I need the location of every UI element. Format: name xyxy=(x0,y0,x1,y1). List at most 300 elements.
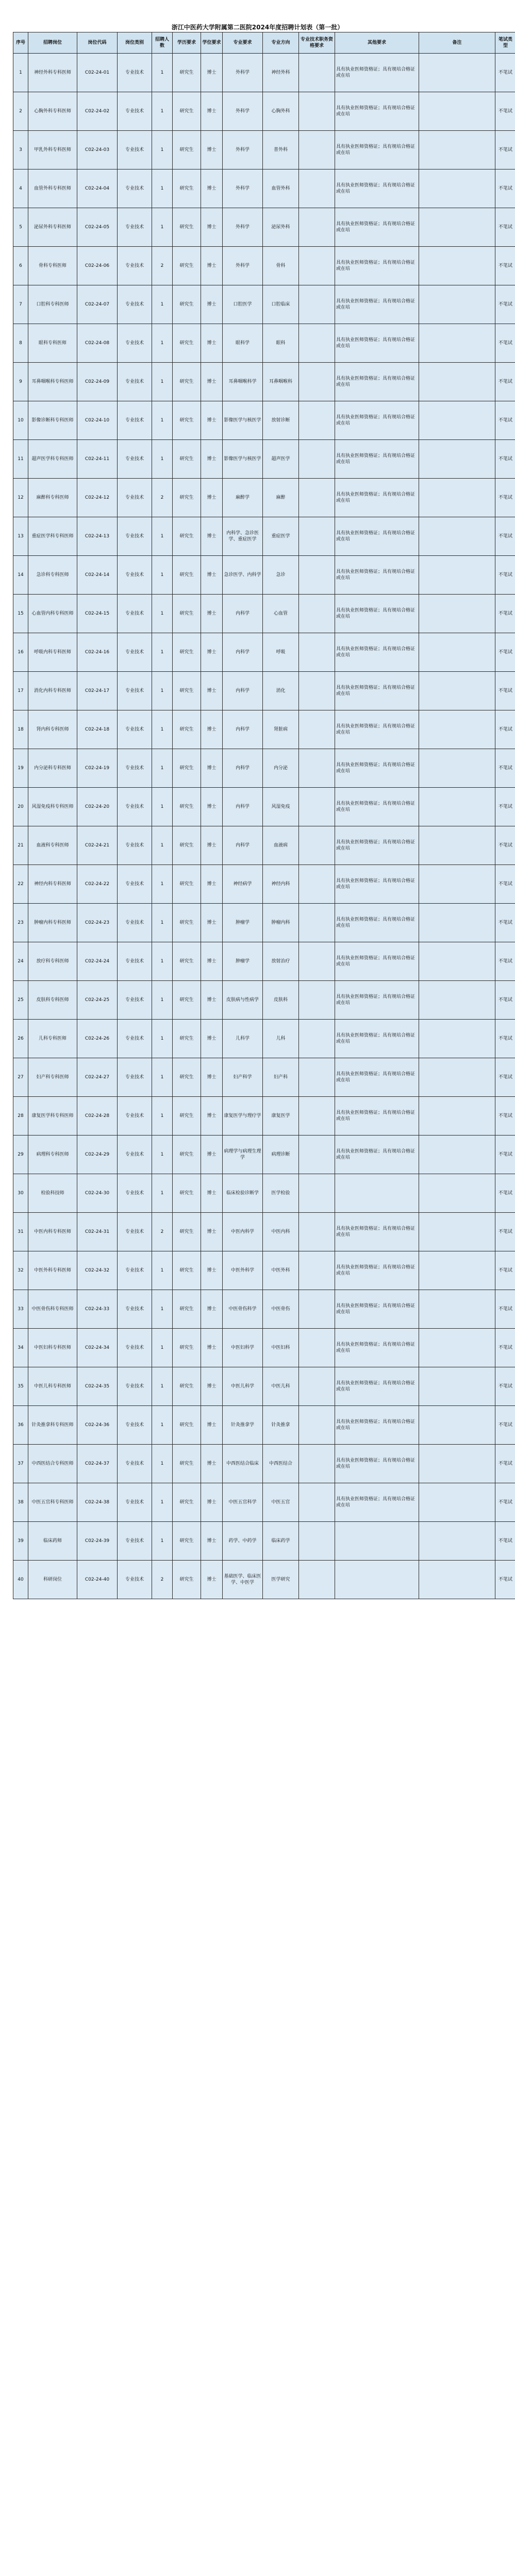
table-cell: 妇产科专科医师 xyxy=(28,1058,77,1097)
table-cell: 2 xyxy=(152,1213,173,1251)
table-cell: 不笔试 xyxy=(495,92,515,131)
table-cell: 1 xyxy=(152,1406,173,1445)
table-row xyxy=(13,595,515,633)
table-cell xyxy=(419,904,495,942)
table-cell: 博士 xyxy=(201,672,223,710)
table-cell: 博士 xyxy=(201,1058,223,1097)
table-cell: 专业技术 xyxy=(118,1483,152,1522)
table-row xyxy=(13,633,515,672)
table-cell xyxy=(419,170,495,208)
table-cell xyxy=(419,1058,495,1097)
table-cell: 不笔试 xyxy=(495,595,515,633)
table-row xyxy=(13,324,515,363)
table-cell: 专业技术 xyxy=(118,285,152,324)
table-cell: 重症医学 xyxy=(263,517,299,556)
table-cell: 专业技术 xyxy=(118,1329,152,1367)
column-header: 序号 xyxy=(13,32,28,54)
table-cell xyxy=(299,1174,335,1213)
table-cell: 具有执业医师资格证；具有规培合格证或在培 xyxy=(335,208,419,247)
table-cell: C02-24-15 xyxy=(77,595,118,633)
table-cell: C02-24-07 xyxy=(77,285,118,324)
table-cell: 29 xyxy=(13,1136,28,1174)
table-cell: 耳鼻咽喉科专科医师 xyxy=(28,363,77,401)
table-cell: 中西医结合专科医师 xyxy=(28,1445,77,1483)
table-row xyxy=(13,1445,515,1483)
table-cell: C02-24-23 xyxy=(77,904,118,942)
table-cell: 皮肤科 xyxy=(263,981,299,1020)
table-cell: 不笔试 xyxy=(495,1367,515,1406)
table-cell: 1 xyxy=(152,401,173,440)
recruitment-table xyxy=(13,32,515,1599)
table-cell xyxy=(419,633,495,672)
table-cell: 1 xyxy=(152,904,173,942)
table-cell xyxy=(299,208,335,247)
table-cell: C02-24-05 xyxy=(77,208,118,247)
table-cell: 1 xyxy=(152,595,173,633)
table-cell: 呼吸内科专科医师 xyxy=(28,633,77,672)
table-cell: 血液科专科医师 xyxy=(28,826,77,865)
table-cell: 6 xyxy=(13,247,28,285)
table-cell: 中医骨伤科学 xyxy=(223,1290,263,1329)
table-cell: 研究生 xyxy=(173,904,201,942)
table-cell: C02-24-22 xyxy=(77,865,118,904)
table-cell: 内科学 xyxy=(223,788,263,826)
table-cell: 1 xyxy=(152,324,173,363)
table-cell: 针灸推拿学 xyxy=(223,1406,263,1445)
table-cell: 博士 xyxy=(201,865,223,904)
table-cell: 不笔试 xyxy=(495,1445,515,1483)
table-cell: 不笔试 xyxy=(495,672,515,710)
table-cell xyxy=(419,1329,495,1367)
table-cell: 专业技术 xyxy=(118,208,152,247)
table-cell: 不笔试 xyxy=(495,1522,515,1561)
table-cell: 专业技术 xyxy=(118,440,152,479)
table-cell xyxy=(299,633,335,672)
table-cell: 不笔试 xyxy=(495,865,515,904)
table-cell: 妇产科学 xyxy=(223,1058,263,1097)
table-cell: 口腔科专科医师 xyxy=(28,285,77,324)
table-cell: 1 xyxy=(152,788,173,826)
table-cell: 眼科专科医师 xyxy=(28,324,77,363)
table-cell: 博士 xyxy=(201,54,223,92)
table-cell: 心血管 xyxy=(263,595,299,633)
table-cell: 博士 xyxy=(201,942,223,981)
table-cell: 不笔试 xyxy=(495,1251,515,1290)
table-cell: 36 xyxy=(13,1406,28,1445)
table-cell: 研究生 xyxy=(173,54,201,92)
table-cell: 5 xyxy=(13,208,28,247)
table-row xyxy=(13,1290,515,1329)
table-cell: 心胸外科 xyxy=(263,92,299,131)
table-cell: 博士 xyxy=(201,1213,223,1251)
table-cell: 研究生 xyxy=(173,440,201,479)
table-cell xyxy=(419,1097,495,1136)
table-cell xyxy=(419,131,495,170)
table-cell: 1 xyxy=(152,710,173,749)
table-cell: 中医儿科学 xyxy=(223,1367,263,1406)
table-cell: 研究生 xyxy=(173,788,201,826)
table-cell: 研究生 xyxy=(173,1058,201,1097)
table-cell: C02-24-21 xyxy=(77,826,118,865)
table-cell: 具有执业医师资格证；具有规培合格证或在培 xyxy=(335,1329,419,1367)
table-cell: 不笔试 xyxy=(495,788,515,826)
table-cell: 内分泌 xyxy=(263,749,299,788)
table-cell: 超声医学 xyxy=(263,440,299,479)
table-cell: 具有执业医师资格证；具有规培合格证或在培 xyxy=(335,942,419,981)
table-cell: 研究生 xyxy=(173,1213,201,1251)
table-cell: 血管外科 xyxy=(263,170,299,208)
column-header: 笔试类型 xyxy=(495,32,515,54)
table-row xyxy=(13,1522,515,1561)
table-cell: 具有执业医师资格证；具有规培合格证或在培 xyxy=(335,285,419,324)
table-cell: 中医外科学 xyxy=(223,1251,263,1290)
table-row xyxy=(13,1213,515,1251)
table-cell: 不笔试 xyxy=(495,1561,515,1599)
table-cell: 专业技术 xyxy=(118,633,152,672)
table-cell: 中医内科学 xyxy=(223,1213,263,1251)
table-cell: 具有执业医师资格证；具有规培合格证或在培 xyxy=(335,54,419,92)
table-cell: 血管外科专科医师 xyxy=(28,170,77,208)
table-cell: 中西医结合临床 xyxy=(223,1445,263,1483)
table-cell: C02-24-38 xyxy=(77,1483,118,1522)
table-cell: 1 xyxy=(152,1522,173,1561)
table-cell: 博士 xyxy=(201,1097,223,1136)
table-cell: 博士 xyxy=(201,170,223,208)
table-cell: 中医妇科专科医师 xyxy=(28,1329,77,1367)
table-cell: 中西医结合 xyxy=(263,1445,299,1483)
table-cell: 中医五官科专科医师 xyxy=(28,1483,77,1522)
table-row xyxy=(13,1251,515,1290)
table-cell xyxy=(419,363,495,401)
table-cell: 不笔试 xyxy=(495,1174,515,1213)
table-cell: C02-24-04 xyxy=(77,170,118,208)
table-cell xyxy=(299,1445,335,1483)
table-cell: 39 xyxy=(13,1522,28,1561)
table-cell: 博士 xyxy=(201,710,223,749)
table-cell xyxy=(299,363,335,401)
table-cell xyxy=(299,1213,335,1251)
table-body xyxy=(13,54,515,1599)
table-cell: 中医五官科学 xyxy=(223,1483,263,1522)
table-cell: 不笔试 xyxy=(495,170,515,208)
table-cell: 研究生 xyxy=(173,1251,201,1290)
table-cell: 中医妇科 xyxy=(263,1329,299,1367)
table-cell: 不笔试 xyxy=(495,1020,515,1058)
table-cell: 皮肤病与性病学 xyxy=(223,981,263,1020)
table-cell: 不笔试 xyxy=(495,363,515,401)
table-cell xyxy=(299,1097,335,1136)
table-cell: 1 xyxy=(152,363,173,401)
table-cell: 研究生 xyxy=(173,633,201,672)
table-cell xyxy=(299,285,335,324)
table-cell: 不笔试 xyxy=(495,440,515,479)
table-cell: C02-24-13 xyxy=(77,517,118,556)
table-row xyxy=(13,170,515,208)
table-cell: 神经外科 xyxy=(263,54,299,92)
table-cell xyxy=(419,942,495,981)
table-cell: 专业技术 xyxy=(118,247,152,285)
table-cell: 中医儿科 xyxy=(263,1367,299,1406)
table-cell: C02-24-11 xyxy=(77,440,118,479)
table-cell xyxy=(335,1174,419,1213)
table-cell: 专业技术 xyxy=(118,1251,152,1290)
table-cell xyxy=(419,1136,495,1174)
table-cell: 研究生 xyxy=(173,324,201,363)
table-cell: 研究生 xyxy=(173,865,201,904)
table-cell: 1 xyxy=(152,54,173,92)
table-cell: 超声医学科专科医师 xyxy=(28,440,77,479)
table-cell xyxy=(335,1522,419,1561)
table-cell: 博士 xyxy=(201,633,223,672)
table-cell: 15 xyxy=(13,595,28,633)
column-header: 专业方向 xyxy=(263,32,299,54)
table-cell: 耳鼻咽喉科学 xyxy=(223,363,263,401)
table-cell: C02-24-19 xyxy=(77,749,118,788)
table-cell: 肾脏病 xyxy=(263,710,299,749)
table-cell xyxy=(299,556,335,595)
table-cell: 专业技术 xyxy=(118,170,152,208)
table-row xyxy=(13,1367,515,1406)
table-cell: 专业技术 xyxy=(118,1058,152,1097)
table-cell: 1 xyxy=(152,285,173,324)
table-cell: 不笔试 xyxy=(495,1213,515,1251)
table-cell: C02-24-01 xyxy=(77,54,118,92)
table-cell: 1 xyxy=(152,981,173,1020)
table-cell: C02-24-03 xyxy=(77,131,118,170)
table-cell: 骨科 xyxy=(263,247,299,285)
table-cell xyxy=(419,479,495,517)
table-cell: 13 xyxy=(13,517,28,556)
table-cell: 博士 xyxy=(201,1329,223,1367)
table-cell: 麻醉科专科医师 xyxy=(28,479,77,517)
table-cell xyxy=(299,1406,335,1445)
table-cell: 具有执业医师资格证；具有规培合格证或在培 xyxy=(335,1097,419,1136)
table-row xyxy=(13,1097,515,1136)
table-cell: 博士 xyxy=(201,324,223,363)
table-cell: 具有执业医师资格证；具有规培合格证或在培 xyxy=(335,1251,419,1290)
column-header: 学位要求 xyxy=(201,32,223,54)
table-cell: 1 xyxy=(152,1020,173,1058)
table-row xyxy=(13,788,515,826)
table-cell: C02-24-18 xyxy=(77,710,118,749)
table-cell: 不笔试 xyxy=(495,479,515,517)
table-cell: 博士 xyxy=(201,595,223,633)
table-cell: 中医外科 xyxy=(263,1251,299,1290)
table-cell xyxy=(299,749,335,788)
table-cell: 34 xyxy=(13,1329,28,1367)
table-cell: 1 xyxy=(152,1290,173,1329)
table-cell: 不笔试 xyxy=(495,324,515,363)
table-cell: 1 xyxy=(152,1329,173,1367)
table-cell: 博士 xyxy=(201,363,223,401)
table-cell xyxy=(419,208,495,247)
table-cell xyxy=(419,54,495,92)
table-cell xyxy=(299,1251,335,1290)
table-cell xyxy=(419,595,495,633)
table-cell: 博士 xyxy=(201,749,223,788)
table-cell: 外科学 xyxy=(223,131,263,170)
table-cell: 1 xyxy=(13,54,28,92)
table-cell: 内分泌科专科医师 xyxy=(28,749,77,788)
table-cell xyxy=(419,247,495,285)
table-cell: 研究生 xyxy=(173,672,201,710)
table-cell: 康复医学与理疗学 xyxy=(223,1097,263,1136)
table-cell: 具有执业医师资格证；具有规培合格证或在培 xyxy=(335,710,419,749)
table-cell: 3 xyxy=(13,131,28,170)
table-cell: 具有执业医师资格证；具有规培合格证或在培 xyxy=(335,1483,419,1522)
table-cell: 博士 xyxy=(201,285,223,324)
table-cell: 具有执业医师资格证；具有规培合格证或在培 xyxy=(335,595,419,633)
table-cell: 38 xyxy=(13,1483,28,1522)
table-cell: 1 xyxy=(152,170,173,208)
table-cell: 不笔试 xyxy=(495,401,515,440)
table-cell: 专业技术 xyxy=(118,865,152,904)
table-cell: 泌尿外科专科医师 xyxy=(28,208,77,247)
table-cell: C02-24-26 xyxy=(77,1020,118,1058)
table-cell xyxy=(419,981,495,1020)
table-cell: 研究生 xyxy=(173,131,201,170)
table-cell xyxy=(335,1561,419,1599)
table-cell: 研究生 xyxy=(173,710,201,749)
table-cell xyxy=(299,1483,335,1522)
table-cell: 1 xyxy=(152,92,173,131)
table-cell: 专业技术 xyxy=(118,1174,152,1213)
table-cell: 具有执业医师资格证；具有规培合格证或在培 xyxy=(335,865,419,904)
table-cell: 研究生 xyxy=(173,170,201,208)
table-cell: 14 xyxy=(13,556,28,595)
table-cell: C02-24-33 xyxy=(77,1290,118,1329)
table-cell xyxy=(299,1367,335,1406)
table-cell: 10 xyxy=(13,401,28,440)
table-cell: 康复医学 xyxy=(263,1097,299,1136)
table-cell: 24 xyxy=(13,942,28,981)
table-cell: 专业技术 xyxy=(118,1136,152,1174)
table-cell: 影像诊断科专科医师 xyxy=(28,401,77,440)
table-cell: 具有执业医师资格证；具有规培合格证或在培 xyxy=(335,1445,419,1483)
table-cell: 博士 xyxy=(201,1251,223,1290)
table-cell: 具有执业医师资格证；具有规培合格证或在培 xyxy=(335,633,419,672)
table-cell: 博士 xyxy=(201,479,223,517)
table-cell: 内科学 xyxy=(223,633,263,672)
table-cell: 1 xyxy=(152,826,173,865)
table-row xyxy=(13,710,515,749)
table-cell xyxy=(419,556,495,595)
table-cell: 具有执业医师资格证；具有规培合格证或在培 xyxy=(335,440,419,479)
table-cell: 30 xyxy=(13,1174,28,1213)
table-cell: 不笔试 xyxy=(495,131,515,170)
table-cell: 医学研究 xyxy=(263,1561,299,1599)
table-cell: 中医五官 xyxy=(263,1483,299,1522)
table-cell xyxy=(299,1561,335,1599)
column-header: 招聘岗位 xyxy=(28,32,77,54)
table-cell: 12 xyxy=(13,479,28,517)
table-cell: 具有执业医师资格证；具有规培合格证或在培 xyxy=(335,1367,419,1406)
column-header: 招聘人数 xyxy=(152,32,173,54)
table-cell: 研究生 xyxy=(173,1561,201,1599)
table-cell: 具有执业医师资格证；具有规培合格证或在培 xyxy=(335,401,419,440)
table-row xyxy=(13,131,515,170)
table-cell: 内科学 xyxy=(223,826,263,865)
column-header: 专业要求 xyxy=(223,32,263,54)
table-cell xyxy=(299,440,335,479)
table-cell: 研究生 xyxy=(173,1522,201,1561)
table-cell xyxy=(299,479,335,517)
table-cell: 具有执业医师资格证；具有规培合格证或在培 xyxy=(335,479,419,517)
table-cell: 1 xyxy=(152,1136,173,1174)
table-cell: 普外科 xyxy=(263,131,299,170)
table-cell: 具有执业医师资格证；具有规培合格证或在培 xyxy=(335,826,419,865)
table-cell: 1 xyxy=(152,672,173,710)
table-row xyxy=(13,1406,515,1445)
table-cell: 眼科 xyxy=(263,324,299,363)
table-cell xyxy=(299,826,335,865)
table-cell: 16 xyxy=(13,633,28,672)
table-cell: 研究生 xyxy=(173,479,201,517)
table-cell: 22 xyxy=(13,865,28,904)
column-header: 专业技术职务资格要求 xyxy=(299,32,335,54)
table-cell: 影像医学与核医学 xyxy=(223,401,263,440)
table-cell: 中医妇科学 xyxy=(223,1329,263,1367)
table-cell: 专业技术 xyxy=(118,672,152,710)
table-cell: 1 xyxy=(152,865,173,904)
table-cell: 科研岗位 xyxy=(28,1561,77,1599)
table-cell: 研究生 xyxy=(173,1483,201,1522)
table-cell: 不笔试 xyxy=(495,981,515,1020)
table-cell: 康复医学科专科医师 xyxy=(28,1097,77,1136)
table-cell: 内科学 xyxy=(223,595,263,633)
table-cell xyxy=(419,401,495,440)
table-cell: 专业技术 xyxy=(118,1561,152,1599)
table-cell: 博士 xyxy=(201,440,223,479)
table-row xyxy=(13,904,515,942)
table-cell: 1 xyxy=(152,1445,173,1483)
table-row xyxy=(13,92,515,131)
table-cell: 33 xyxy=(13,1290,28,1329)
table-cell: 专业技术 xyxy=(118,1367,152,1406)
table-cell xyxy=(419,788,495,826)
table-cell: 专业技术 xyxy=(118,1445,152,1483)
table-cell: 临床药学 xyxy=(263,1522,299,1561)
table-cell: 具有执业医师资格证；具有规培合格证或在培 xyxy=(335,363,419,401)
table-cell: 专业技术 xyxy=(118,904,152,942)
table-cell: 具有执业医师资格证；具有规培合格证或在培 xyxy=(335,1136,419,1174)
table-cell xyxy=(299,942,335,981)
table-cell: 放射诊断 xyxy=(263,401,299,440)
table-cell xyxy=(299,131,335,170)
table-cell: 外科学 xyxy=(223,54,263,92)
table-cell: C02-24-30 xyxy=(77,1174,118,1213)
table-cell: 中医外科专科医师 xyxy=(28,1251,77,1290)
table-cell: C02-24-36 xyxy=(77,1406,118,1445)
table-cell xyxy=(419,324,495,363)
table-cell: 28 xyxy=(13,1097,28,1136)
column-header: 备注 xyxy=(419,32,495,54)
table-cell: 具有执业医师资格证；具有规培合格证或在培 xyxy=(335,749,419,788)
table-cell: 专业技术 xyxy=(118,131,152,170)
table-row xyxy=(13,1561,515,1599)
table-cell: 1 xyxy=(152,1174,173,1213)
table-cell xyxy=(419,1561,495,1599)
table-cell: 不笔试 xyxy=(495,710,515,749)
table-cell: 研究生 xyxy=(173,517,201,556)
table-cell: 博士 xyxy=(201,1445,223,1483)
table-cell: 儿科专科医师 xyxy=(28,1020,77,1058)
table-cell: 21 xyxy=(13,826,28,865)
table-cell: 专业技术 xyxy=(118,981,152,1020)
table-row xyxy=(13,826,515,865)
table-cell: 急诊 xyxy=(263,556,299,595)
table-cell: 研究生 xyxy=(173,1406,201,1445)
